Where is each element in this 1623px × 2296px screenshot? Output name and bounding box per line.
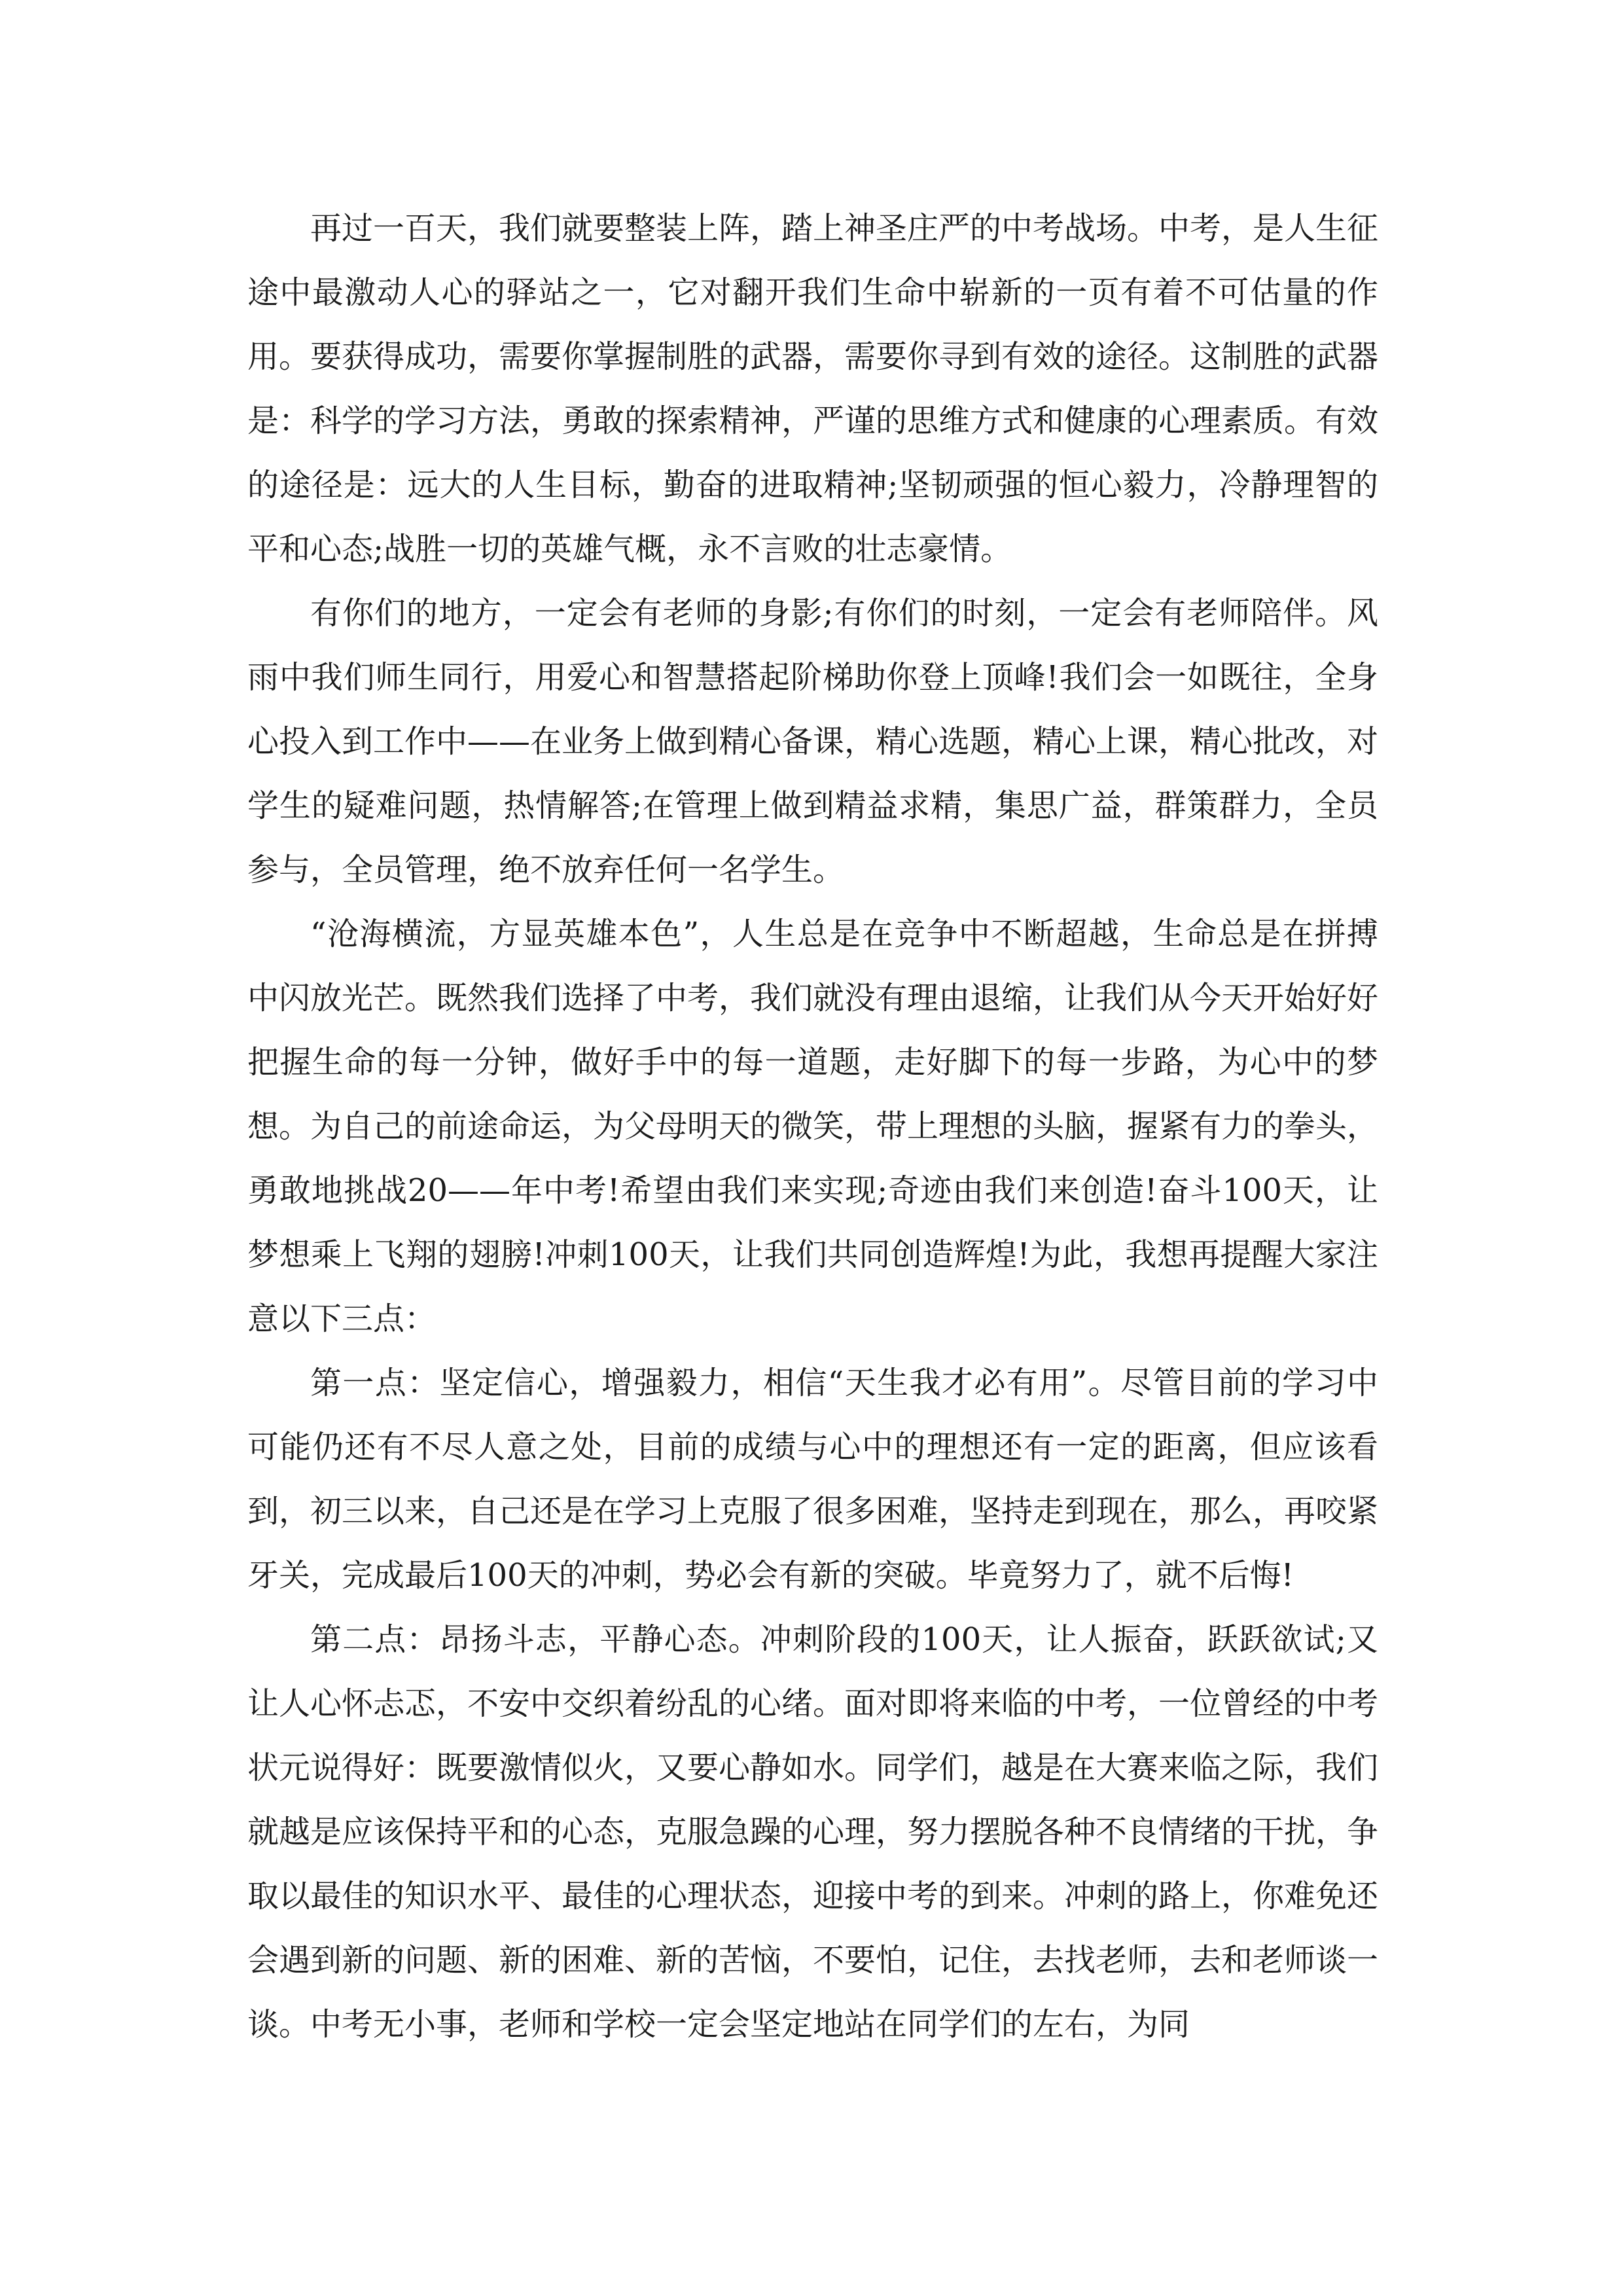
body-text <box>247 196 1378 2056</box>
paragraph-5: 第二点：昂扬斗志，平静心态。冲刺阶段的100天，让人振奋，跃跃欲试;又让人心怀忐忑，不安中交织着纷乱的心绪。面对即将来临的中考，一位曾经的中考状元说得好：既要激情似火，又要心静如水。同学们，越是在大赛来临之际，我们就越是应该保持平和的心态，克服急躁的心理，努力摆脱各种不良情绪的干扰，争取以最佳的知识水平、最佳的心理状态，迎接中考的到来。冲刺的路上，你难免还会遇到新的问题、新的困难、新的苦恼，不要怕，记住，去找老师，去和老师谈一谈。中考无小事，老师和学校一定会坚定地站在同学们的左右，为同 <box>247 1621 1379 2043</box>
paragraph-1: 再过一百天，我们就要整装上阵，踏上神圣庄严的中考战场。中考，是人生征途中最激动人心的驿站之一，它对翻开我们生命中崭新的一页有着不可估量的作用。要获得成功，需要你掌握制胜的武器，需要你寻到有效的途径。这制胜的武器是：科学的学习方法，勇敢的探索精神，严谨的思维方式和健康的心理素质。有效的途径是：远大的人生目标，勤奋的进取精神;坚韧顽强的恒心毅力，冷静理智的平和心态;战胜一切的英雄气概，永不言败的壮志豪情。 <box>247 210 1379 567</box>
paragraph-2: 有你们的地方，一定会有老师的身影;有你们的时刻，一定会有老师陪伴。风雨中我们师生同行，用爱心和智慧搭起阶梯助你登上顶峰!我们会一如既往，全身心投入到工作中——在业务上做到精心备课，精心选题，精心上课，精心批改，对学生的疑难问题，热情解答;在管理上做到精益求精，集思广益，群策群力，全员参与，全员管理，绝不放弃任何一名学生。 <box>247 595 1379 888</box>
paragraph-4: 第一点：坚定信心，增强毅力，相信“天生我才必有用”。尽管目前的学习中可能仍还有不尽人意之处，目前的成绩与心中的理想还有一定的距离，但应该看到，初三以来，自己还是在学习上克服了很多困难，坚持走到现在，那么，再咬紧牙关，完成最后100天的冲刺，势必会有新的突破。毕竟努力了，就不后悔! <box>247 1365 1379 1594</box>
paragraph-3: “沧海横流，方显英雄本色”，人生总是在竞争中不断超越，生命总是在拼搏中闪放光芒。既然我们选择了中考，我们就没有理由退缩，让我们从今天开始好好把握生命的每一分钟，做好手中的每一道题，走好脚下的每一步路，为心中的梦想。为自己的前途命运，为父母明天的微笑，带上理想的头脑，握紧有力的拳头，勇敢地挑战20——年中考!希望由我们来实现;奇迹由我们来创造!奋斗100天，让梦想乘上飞翔的翅膀!冲刺100天，让我们共同创造辉煌!为此，我想再提醒大家注意以下三点： <box>247 916 1379 1337</box>
